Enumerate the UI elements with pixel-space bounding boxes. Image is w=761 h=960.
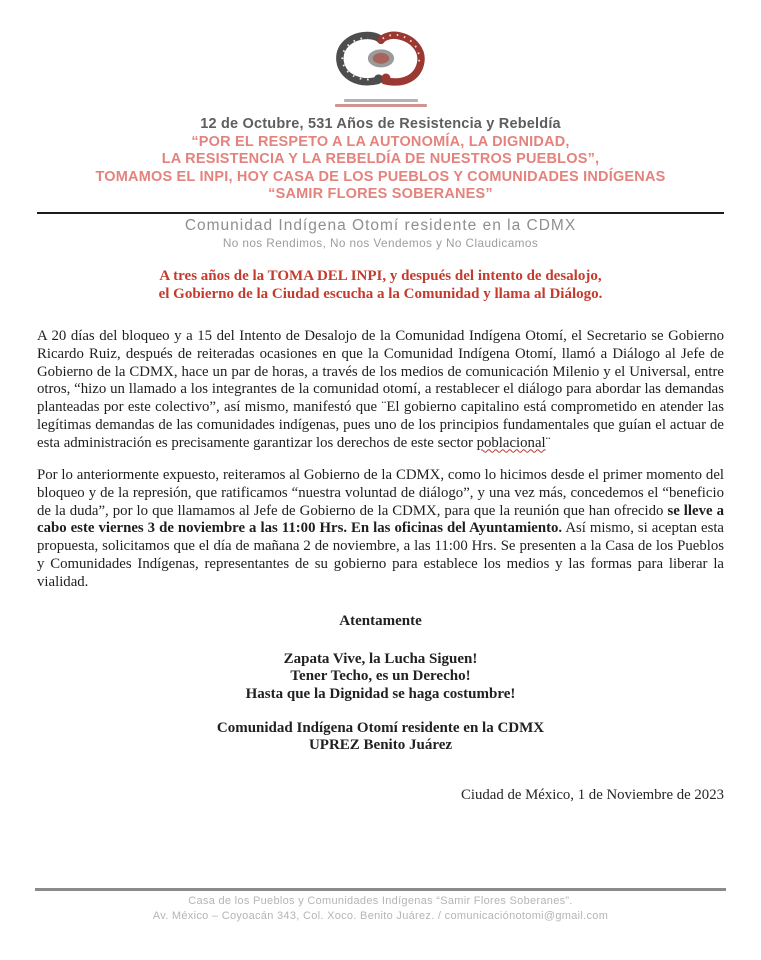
header-anniversary-line: 12 de Octubre, 531 Años de Resistencia y Rebeldía [200,116,561,132]
slogan-line-1: Zapata Vive, la Lucha Siguen! [283,651,478,668]
header-divider-rule [37,212,724,215]
double-serpent-emblem-icon [331,28,431,92]
paragraph-2-text-continued: Así mismo, si aceptan esta propuesta, solicitamos que el día de mañana 2 de noviembre, a las 11:00 Hrs. Se presenten a la Casa de los Pueblos y Comunidades Indígenas, representantes de su gobierno para establece los medios y las formas para liberar la vialidad. [37,520,725,590]
header-red-line-1: “POR EL RESPETO A LA AUTONOMÍA, LA DIGNIDAD, [191,133,570,150]
organization-name: Comunidad Indígena Otomí residente en la CDMX [184,217,577,235]
header-red-line-2: LA RESISTENCIA Y LA REBELDÍA DE NUESTROS PUEBLOS”, [161,151,600,168]
date-line: Ciudad de México, 1 de Noviembre de 2023 [461,787,724,804]
slogans-block [37,651,724,703]
organization-motto: No nos Rendimos, No nos Vendemos y No Claudicamos [222,236,539,251]
red-callout [37,268,724,303]
page-footer [35,888,726,925]
organization-logo [37,28,724,107]
logo-caption-line [344,99,418,102]
red-callout-line-1: A tres años de la TOMA DEL INPI, y después del intento de desalojo, [159,268,602,285]
red-callout-line-2: el Gobierno de la Ciudad escucha a la Comunidad y llama al Diálogo. [158,285,603,302]
footer-address-line-2: Av. México – Coyoacán 343, Col. Xoco. Benito Juárez. / comunicaciónotomi@gmail.com [152,910,609,922]
paragraph-1-text: A 20 días del bloqueo y a 15 del Intento de Desalojo de la Comunidad Indígena Otomí, el Secretario se Gobierno Ricardo Ruiz, después de reiteradas ocasiones en que la Comunidad Indígena Otomí, llamó a Diálogo al Jefe de Gobierno de la CDMX, hace un par de horas, a través de los medios de comunicación Milenio y el Universal, entre otros, “hizo un llamado a los integrantes de la comunidad otomí, a restablecer el diálogo para abordar las demandas planteadas por este colectivo”, así mismo, manifestó que ¨El gobierno capitalino está comprometido en atender las legítimas demandas de las comunidades indígenas, pues uno de los principios fundamentales que guían el actuar de esta administración es precisamente garantizar los derechos de este sector [37,328,724,451]
signature-block [37,720,724,754]
slogan-line-2: Tener Techo, es un Derecho! [290,668,471,685]
signature-line-1: Comunidad Indígena Otomí residente en la CDMX [216,719,545,736]
signature-line-2: UPREZ Benito Juárez [308,737,453,754]
footer-address-line-1: Casa de los Pueblos y Comunidades Indígenas “Samir Flores Soberanes”. [188,894,573,907]
closing-salutation: Atentamente [339,613,422,630]
misspelled-word-underlined: poblacional [476,434,546,451]
footer-divider-rule [35,888,726,891]
logo-caption-line [335,104,427,107]
paragraph-2-bold-meeting-details: se lleve a cabo este viernes 3 de noviembre a las 11:00 Hrs. En las oficinas del Ayuntamiento. [37,502,724,537]
slogan-line-3: Hasta que la Dignidad se haga costumbre! [245,685,516,702]
body-paragraph-1 [37,328,724,452]
body-paragraph-2 [37,467,724,591]
paragraph-1-closing-mark: ¨ [545,434,551,451]
header-red-line-4: “SAMIR FLORES SOBERANES” [268,186,493,203]
header-red-line-3: TOMAMOS EL INPI, HOY CASA DE LOS PUEBLOS Y COMUNIDADES INDÍGENAS [95,168,666,185]
paragraph-2-text: Por lo anteriormente expuesto, reiteramos al Gobierno de la CDMX, como lo hicimos desde el primer momento del bloqueo y de la represión, que ratificamos “nuestra voluntad de diálogo”, y una vez más, concedemos el “beneficio de la duda”, por lo que llamamos al Jefe de Gobierno de la CDMX, para que la reunión que han ofrecido [37,467,724,519]
